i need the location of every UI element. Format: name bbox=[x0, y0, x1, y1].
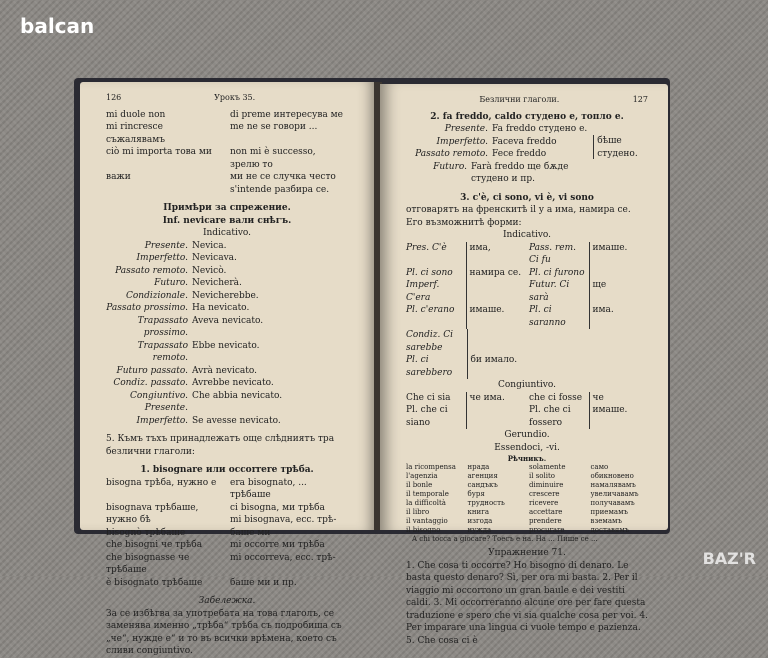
ind-cell: имаше. bbox=[589, 242, 649, 267]
item1-row bbox=[106, 477, 348, 502]
item1-title: 1. bisognare или occorrere трѣба. bbox=[140, 465, 314, 475]
item2-form: Farà freddo ще бѫде студено и пр. bbox=[471, 161, 569, 184]
vocab-title: Рѣчникъ. bbox=[507, 454, 547, 463]
tense-row bbox=[106, 415, 348, 428]
tense-name: Futuro. bbox=[154, 278, 188, 288]
vocab-col bbox=[529, 463, 587, 535]
left-page bbox=[80, 82, 378, 656]
intro-cell: s'intende разбира се. bbox=[230, 184, 330, 195]
right-running-head: Безлични глаголи. bbox=[479, 95, 560, 104]
vocab-word: ricevere bbox=[529, 499, 559, 507]
item2-tense: Passato remoto. bbox=[415, 149, 488, 159]
item2-row bbox=[406, 148, 593, 161]
ind-cell bbox=[467, 329, 528, 354]
item2-row bbox=[406, 161, 593, 186]
item2-table bbox=[406, 123, 593, 186]
item3-title: 3. c'è, ci sono, vi è, vi sono bbox=[460, 192, 594, 203]
tense-row bbox=[106, 365, 348, 378]
right-header bbox=[406, 94, 648, 107]
ind-row bbox=[406, 329, 648, 354]
ind-cell: Pl. ci furono bbox=[529, 267, 585, 278]
ind-cell: има, bbox=[466, 242, 526, 267]
vocab-word: accettare bbox=[529, 508, 563, 516]
tense-name: Passato prossimo. bbox=[106, 303, 188, 313]
vocab-table bbox=[406, 463, 648, 535]
vocab-word: diminuire bbox=[529, 481, 564, 489]
ind-cell: Pl. c'erano bbox=[406, 305, 455, 315]
vocab-word: обикновено bbox=[590, 472, 634, 480]
item2-row bbox=[406, 123, 593, 136]
intro-cell: me ne se говори ... bbox=[230, 122, 318, 132]
tense-name: Imperfetto. bbox=[136, 415, 188, 426]
ind-cell bbox=[592, 354, 649, 379]
tense-form: Se avesse nevicato. bbox=[192, 415, 281, 426]
ind-cell: ще bbox=[589, 279, 649, 304]
ind-cell: Futur. Ci sarà bbox=[529, 280, 570, 303]
vocab-word: увеличавамъ bbox=[590, 490, 639, 498]
vocab-col bbox=[406, 463, 464, 535]
vocab-word: solamente bbox=[529, 463, 566, 471]
item1-row bbox=[106, 552, 348, 577]
item1-cell: bisogna трѣба, нужно е bbox=[106, 477, 217, 488]
intro-cell: di preme интересува ме bbox=[230, 109, 343, 120]
vocab-footnote: A chi tocca a giocare? Тоесъ е на. Ha ... Пише се ... bbox=[412, 535, 598, 543]
vocab-word: само bbox=[590, 463, 609, 471]
exercise-title: Упражнение 71. bbox=[488, 548, 566, 558]
right-mood-label: Indicativo. bbox=[502, 230, 552, 240]
cong-cell: che ci fosse bbox=[529, 392, 583, 403]
tense-row bbox=[106, 240, 348, 253]
vocab-col bbox=[591, 463, 649, 535]
exercise-text: 1. Che cosa ti occorre? Ho bisogno di denaro. Le basta questo denaro? Sì, per ora mi basta. 2. Per il viaggio mi occorrono un gran baule e dei vestiti caldi. 3. Mi occorreranno alcune ore per fare questa traduzione e spero che vi sia qualche cosa per voi. 4. Per imparare una lingua ci vuole tempo e pazienza. 5. Che cosa ci è bbox=[406, 560, 648, 646]
item2-form: Fa freddo студено е. bbox=[492, 124, 588, 134]
vocab-word: нужда bbox=[467, 526, 492, 534]
vocab-word: la difficoltà bbox=[406, 499, 446, 507]
vocab-word: la ricompensa bbox=[406, 463, 456, 471]
tense-name: Trapassato remoto. bbox=[137, 340, 188, 363]
vocab-word: трудность bbox=[467, 499, 505, 507]
ind-cell: Pl. ci saranno bbox=[529, 305, 566, 328]
vocab-word: доставямъ bbox=[590, 526, 630, 534]
ind-cell: Pass. rem. Ci fu bbox=[529, 242, 576, 265]
tense-form: Avrebbe nevicato. bbox=[192, 378, 274, 388]
left-page-number: 126 bbox=[106, 93, 122, 102]
tense-form: Avrà nevicato. bbox=[192, 365, 257, 376]
tense-name: Congiuntivo. Presente. bbox=[129, 390, 188, 413]
item2-form: Fece freddo bbox=[492, 149, 547, 159]
tense-name: Presente. bbox=[144, 240, 188, 251]
item1-row bbox=[106, 514, 348, 527]
vocab-word: il bonle bbox=[406, 481, 433, 489]
item2-form: Faceva freddo bbox=[492, 136, 557, 147]
item1-cell: ci bisogna, ми трѣба bbox=[230, 502, 325, 513]
tense-row bbox=[106, 340, 348, 365]
cong-cell: Che ci sia bbox=[406, 392, 451, 403]
intro-cell bbox=[106, 184, 224, 197]
tense-name: Condiz. passato. bbox=[113, 378, 188, 388]
item2-side: бѣше студено. bbox=[593, 135, 648, 159]
gerundio-label: Gerundio. bbox=[504, 430, 550, 440]
vocab-word: сандъкъ bbox=[467, 481, 498, 489]
item2-block bbox=[406, 123, 648, 186]
tense-row bbox=[106, 265, 348, 278]
item1-row bbox=[106, 527, 348, 540]
tense-form: Ebbe nevicato. bbox=[192, 340, 260, 351]
item2-title: 2. fa freddo, caldo студено е, топло е. bbox=[430, 111, 624, 122]
intro-cell: mi rincresce съжалявамъ bbox=[106, 122, 165, 145]
item1-cell: баше ми bbox=[230, 527, 271, 538]
vocab-word: l'agenzia bbox=[406, 472, 438, 480]
item1-cell: era bisognato, ... трѣбаше bbox=[230, 477, 307, 500]
vocab-col bbox=[468, 463, 526, 535]
intro-block bbox=[106, 109, 348, 197]
intro-cell: важи bbox=[106, 172, 131, 182]
ind-row bbox=[406, 267, 648, 280]
vocab-word: изгода bbox=[467, 517, 493, 525]
ind-cell: имаше. bbox=[466, 304, 526, 329]
item1-row bbox=[106, 577, 348, 590]
watermark-top: balcan bbox=[20, 14, 95, 38]
tense-row bbox=[106, 315, 348, 340]
item2-tense: Imperfetto. bbox=[436, 136, 488, 147]
tense-row bbox=[106, 390, 348, 415]
intro-row bbox=[106, 171, 348, 184]
verb-title: Inf. nevicare вали снѣгъ. bbox=[162, 215, 292, 226]
tense-form: Nevicherà. bbox=[192, 278, 242, 288]
item1-row bbox=[106, 539, 348, 552]
cong-cell: че има. bbox=[466, 392, 526, 405]
ind-cell: би имало. bbox=[467, 354, 528, 379]
ind-cell: Pl. ci sono bbox=[406, 267, 453, 278]
tense-name: Condizionale. bbox=[125, 290, 188, 301]
tense-name: Futuro passato. bbox=[116, 365, 188, 376]
ind-row bbox=[406, 354, 648, 379]
left-running-head: Урокъ 35. bbox=[214, 93, 256, 102]
ind-cell: има. bbox=[589, 304, 649, 329]
indicativo-table bbox=[406, 242, 648, 380]
vocab-word: приемамъ bbox=[590, 508, 628, 516]
tense-form: Che abbia nevicato. bbox=[192, 390, 283, 401]
item1-cell: che bisognasse че трѣбаше bbox=[106, 552, 190, 575]
section-title: Примѣри за спрежение. bbox=[163, 203, 291, 213]
left-header bbox=[106, 92, 348, 105]
tense-row bbox=[106, 277, 348, 290]
vocab-word: il bisogno bbox=[406, 526, 441, 534]
tense-row bbox=[106, 290, 348, 303]
watermark-bottom: BAZ'R bbox=[702, 549, 756, 568]
congiuntivo-table bbox=[406, 392, 648, 430]
tense-name: Imperfetto. bbox=[136, 253, 188, 263]
item1-table bbox=[106, 477, 348, 590]
vocab-word: книга bbox=[467, 508, 490, 516]
cong-cell: че bbox=[589, 392, 649, 405]
vocab-word: агенция bbox=[467, 472, 498, 480]
ind-row bbox=[406, 242, 648, 267]
tense-form: Nevicava. bbox=[192, 253, 237, 263]
ind-cell: Imperf. C'era bbox=[406, 280, 440, 303]
tense-form: Aveva nevicato. bbox=[192, 315, 264, 326]
tense-name: Trapassato prossimo. bbox=[137, 315, 188, 338]
tense-row bbox=[106, 377, 348, 390]
intro-row bbox=[106, 121, 348, 146]
item1-cell: bisognava трѣбаше, bbox=[106, 502, 199, 513]
vocab-word: il vantaggio bbox=[406, 517, 448, 525]
tense-form: Nevica. bbox=[192, 240, 227, 251]
right-page-number: 127 bbox=[632, 95, 648, 104]
ind-cell: Pres. C'è bbox=[406, 242, 447, 253]
ind-cell: Condiz. Ci sarebbe bbox=[406, 330, 453, 353]
item1-cell: mi bisognava, ecc. трѣ- bbox=[230, 515, 337, 525]
intro-cell: non mi è successo, зрелю то bbox=[230, 147, 316, 170]
vocab-word: il solito bbox=[529, 472, 556, 480]
tense-name: Passato remoto. bbox=[115, 265, 188, 276]
item1-cell: mi occorreva, ecc. трѣ- bbox=[230, 552, 336, 563]
paragraph-5: 5. Къмъ тъхъ принадлежатъ още слѣдниятъ тра безлични глаголи: bbox=[106, 434, 335, 457]
item1-cell: che bisogni че трѣба bbox=[106, 540, 203, 550]
gerund-form: Essendoci, -vi. bbox=[494, 442, 560, 453]
vocab-word: prendere bbox=[529, 517, 562, 525]
item2-tense: Presente. bbox=[444, 124, 488, 134]
cong-cell: Pl. che ci siano bbox=[406, 405, 448, 428]
item1-cell: mi occorre ми трѣба bbox=[230, 540, 325, 550]
vocab-word: il libro bbox=[406, 508, 430, 516]
ind-cell: намира се. bbox=[466, 267, 526, 280]
intro-row bbox=[106, 109, 348, 122]
tense-form: Nevicò. bbox=[192, 265, 227, 276]
cong-cell bbox=[466, 404, 526, 429]
vocab-word: получавамъ bbox=[590, 499, 635, 507]
intro-row bbox=[106, 146, 348, 171]
vocab-word: procurare bbox=[529, 526, 565, 534]
ind-cell bbox=[531, 354, 588, 379]
item1-cell: баше ми и пр. bbox=[230, 577, 297, 588]
intro-cell: mi duole non bbox=[106, 109, 166, 120]
tense-form: Ha nevicato. bbox=[192, 303, 250, 313]
mood-label: Indicativo. bbox=[202, 228, 252, 238]
ind-row bbox=[406, 279, 648, 304]
congiuntivo-label: Congiuntivo. bbox=[497, 380, 557, 390]
ind-cell: Pl. ci sarebbero bbox=[406, 355, 453, 378]
note-text: За се избѣгва за употребата на това глаголъ, се заменява именно „трѣба“ трѣба съ подробиша съ „че“, нужде е“ и то въ всички врѣмена, което съ сливи congiuntivo. bbox=[106, 608, 342, 656]
ind-cell bbox=[466, 279, 526, 304]
cong-cell: Pl. che ci fossero bbox=[529, 405, 571, 428]
cong-row bbox=[406, 404, 648, 429]
tense-table bbox=[106, 240, 348, 428]
ind-cell bbox=[589, 267, 649, 280]
item1-row bbox=[106, 502, 348, 515]
cong-row bbox=[406, 392, 648, 405]
vocab-word: вземамъ bbox=[590, 517, 622, 525]
item2-tense: Futuro. bbox=[433, 161, 468, 172]
vocab-word: нрада bbox=[467, 463, 490, 471]
vocab-word: crescere bbox=[529, 490, 560, 498]
ind-cell bbox=[531, 329, 588, 354]
vocab-word: намалявамъ bbox=[590, 481, 636, 489]
note-title: Забележка. bbox=[198, 596, 256, 606]
item1-cell: è bisognato трѣбаше bbox=[106, 577, 203, 588]
intro-row bbox=[106, 184, 348, 197]
vocab-word: буря bbox=[467, 490, 485, 498]
ind-row bbox=[406, 304, 648, 329]
vocab-word: il temporale bbox=[406, 490, 449, 498]
ind-cell bbox=[592, 329, 649, 354]
right-page bbox=[380, 84, 668, 646]
tense-form: Nevicherebbe. bbox=[192, 290, 259, 301]
tense-row bbox=[106, 302, 348, 315]
intro-cell: ми не се случка често bbox=[230, 172, 336, 182]
item1-cell: bisognò трѣбаше bbox=[106, 527, 186, 538]
cong-cell: имаше. bbox=[589, 404, 649, 429]
item2-row bbox=[406, 136, 593, 149]
tense-row bbox=[106, 252, 348, 265]
item3-text: отговарятъ на френскитѣ il y a има, намира се. Его възможнитѣ форми: bbox=[406, 205, 631, 228]
item1-cell: нужно бѣ bbox=[106, 515, 151, 525]
intro-cell: ciò mi importa това ми bbox=[106, 147, 212, 157]
